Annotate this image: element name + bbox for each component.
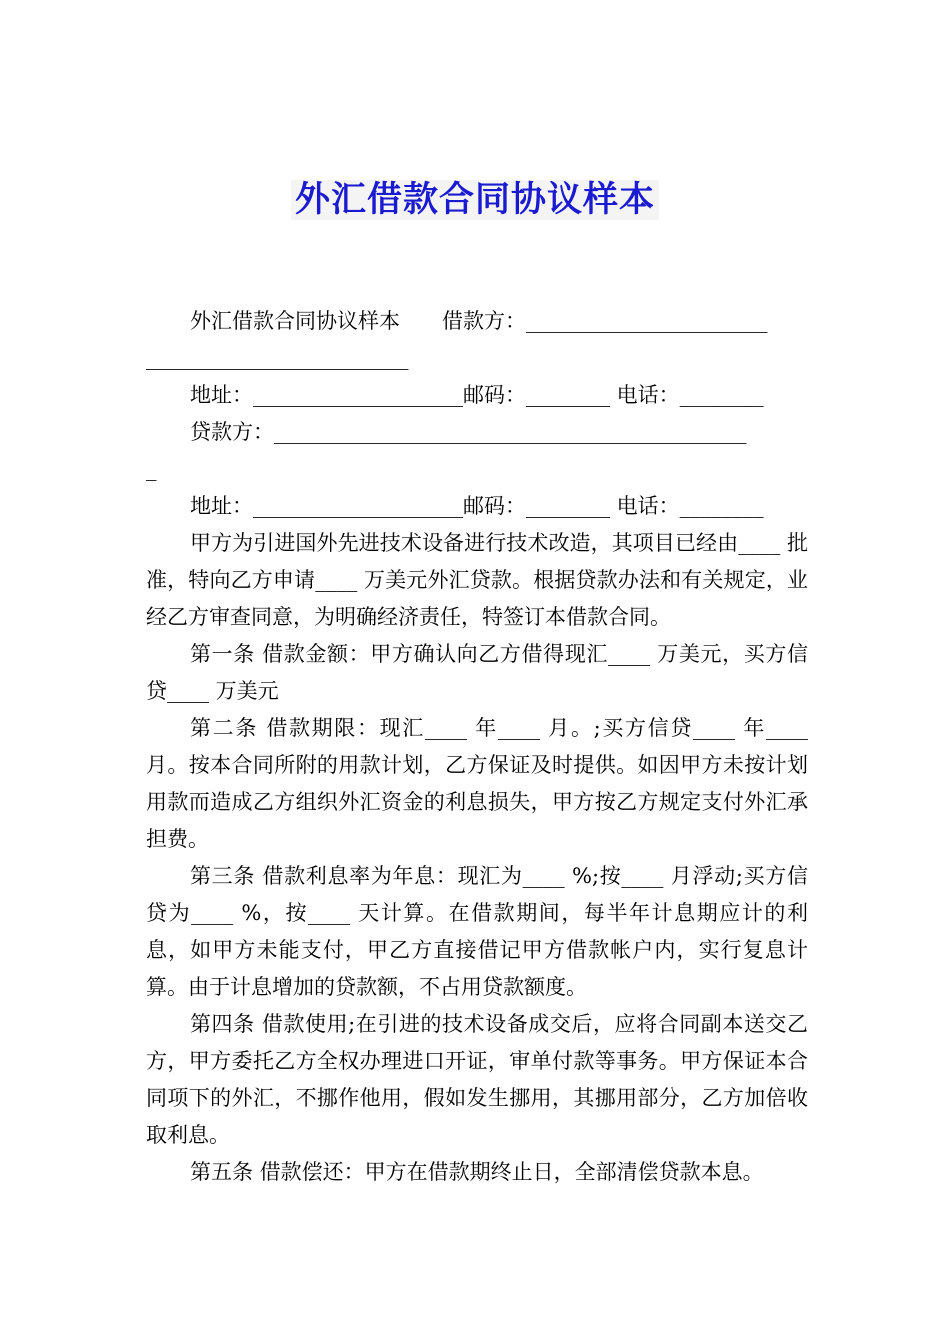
borrower-address-line: 地址：____________________邮码：________ 电话：________: [190, 383, 764, 407]
article-5-paragraph: 第五条 借款偿还：甲方在借款期终止日，全部清偿贷款本息。: [190, 1160, 764, 1184]
document-title-text: 外汇借款合同协议样本: [291, 180, 659, 220]
borrower-line-continued: _________________________: [146, 346, 409, 370]
borrower-line: 外汇借款合同协议样本 借款方：_______________________: [190, 309, 768, 333]
article-2-paragraph: 第二条 借款期限：现汇____ 年____ 月。;买方信贷____ 年____ 月。按本合同所附的用款计划，乙方保证及时提供。如因甲方未按计划用款而造成乙方组织外汇资金的利息损失，甲方按乙方规定支付外汇承担费。: [146, 716, 815, 851]
article-3-paragraph: 第三条 借款利息率为年息：现汇为____ %;按____ 月浮动;买方信贷为____ %，按____ 天计算。在借款期间，每半年计息期应计的利息，如甲方未能支付，甲乙方直接借记甲方借款帐户内，实行复息计算。由于计息增加的贷款额，不占用贷款额度。: [146, 864, 808, 999]
article-1-paragraph: 第一条 借款金额：甲方确认向乙方借得现汇____ 万美元，买方信贷____ 万美元: [146, 642, 808, 703]
document-body: [146, 303, 815, 1191]
preamble-paragraph: 甲方为引进国外先进技术设备进行技术改造，其项目已经由____ 批准，特向乙方申请____ 万美元外汇贷款。根据贷款办法和有关规定，业经乙方审查同意，为明确经济责任，特签订本借款合同。: [146, 531, 808, 629]
lender-address-line: 地址：____________________邮码：________ 电话：________: [190, 494, 764, 518]
document-title: [0, 176, 950, 224]
lender-line-continued: _: [146, 457, 157, 481]
lender-line: 贷款方：_____________________________________________: [190, 420, 747, 444]
article-4-paragraph: 第四条 借款使用;在引进的技术设备成交后，应将合同副本送交乙方，甲方委托乙方全权办理进口开证，审单付款等事务。甲方保证本合同项下的外汇，不挪作他用，假如发生挪用，其挪用部分，乙方加倍收取利息。: [146, 1012, 808, 1147]
